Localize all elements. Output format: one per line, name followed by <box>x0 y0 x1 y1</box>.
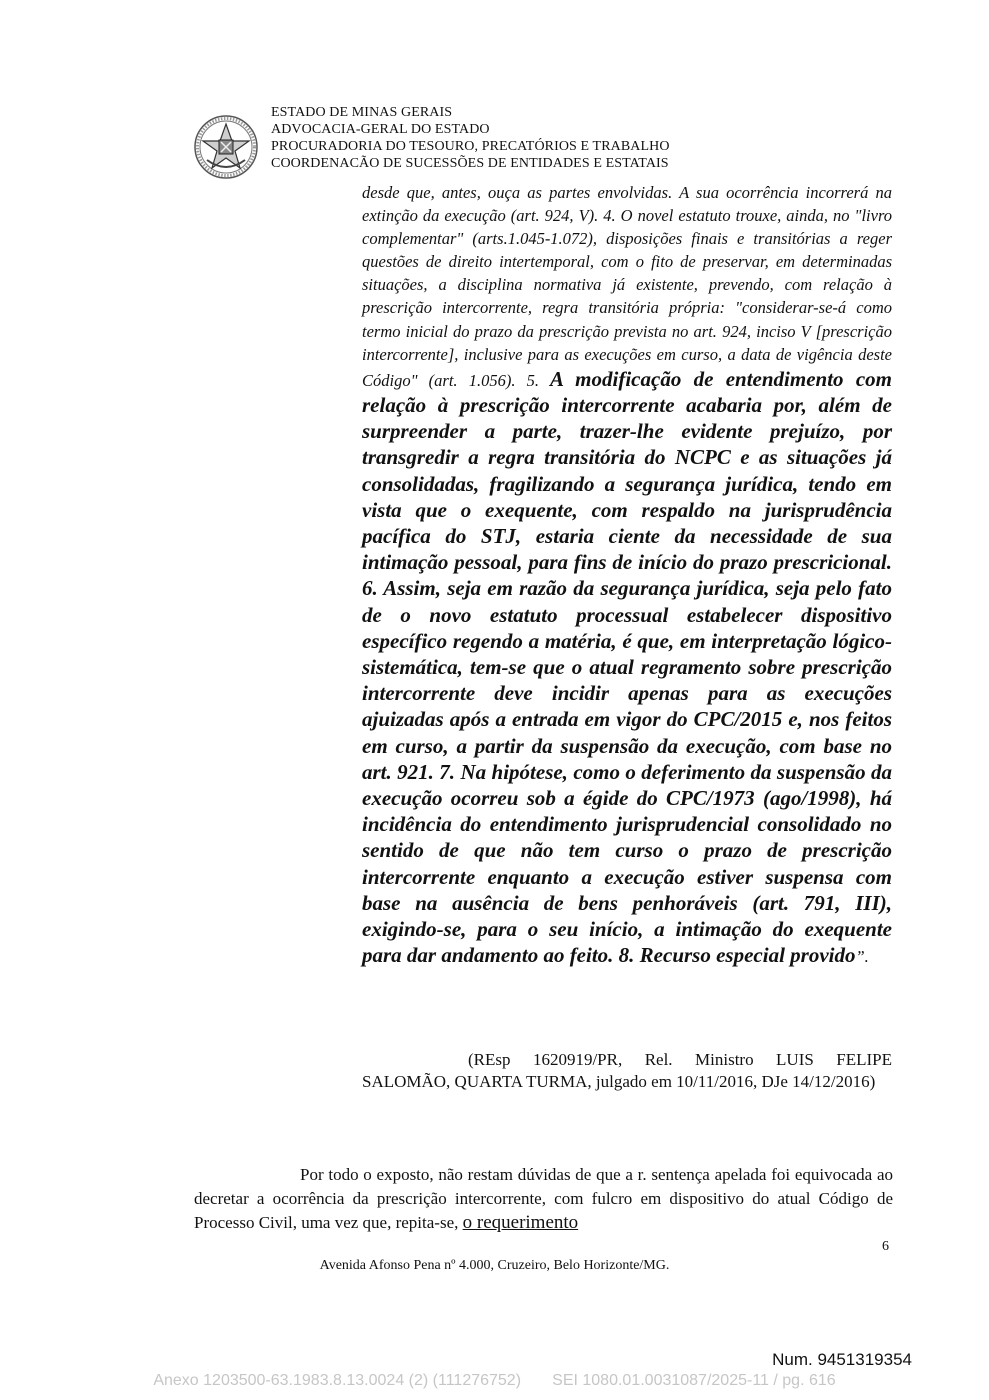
header-department: PROCURADORIA DO TESOURO, PRECATÓRIOS E TRABALHO <box>271 139 670 154</box>
jurisprudence-quote <box>362 181 892 968</box>
quote-end: ”. <box>855 947 869 967</box>
page-number: 6 <box>882 1239 889 1254</box>
paragraph-text: Por todo o exposto, não restam dúvidas de que a r. sentença apelada foi equivocada ao decretar a ocorrência da prescrição intercorrente, com fulcro em dispositivo do atual Código de Processo Civil, uma vez que, repita-se, <box>194 1165 893 1232</box>
document-number: Num. 9451319354 <box>772 1350 912 1369</box>
watermark: Anexo 1203500-63.1983.8.13.0024 (2) (111276752) SEI 1080.01.0031087/2025-11 / pg. 616 <box>153 1372 836 1389</box>
header-coordination: COORDENACÃO DE SUCESSÕES DE ENTIDADES E ESTATAIS <box>271 156 669 171</box>
quote-normal-text: desde que, antes, ouça as partes envolvidas. A sua ocorrência incorrerá na extinção da execução (art. 924, V). 4. O novel estatuto trouxe, ainda, no "livro complementar" (arts.1.045-1.072), disposições finais e transitórias a reger questões de direito intertemporal, com o fito de preservar, em determinadas situações, a disciplina normativa já existente, prevendo, com relação à prescrição intercorrente, regra transitória própria: "considerar-se-á como termo inicial do prazo da prescrição prevista no art. 924, inciso V [prescrição intercorrente], inclusive para as execuções em curso, a data de vigência deste Código" (art. 1.056). 5. <box>362 183 892 390</box>
case-citation: (REsp 1620919/PR, Rel. Ministro LUIS FELIPE SALOMÃO, QUARTA TURMA, julgado em 10/11/2016, DJe 14/12/2016) <box>362 1050 892 1091</box>
document-header <box>271 104 670 172</box>
quote-bold-text: A modificação de entendimento com relação à prescrição intercorrente acabaria por, além de surpreender a parte, trazer-lhe evidente prejuízo, por transgredir a regra transitória do NCPC e as situações já consolidadas, fragilizando a segurança jurídica, tendo em vista que o exequente, com respaldo na jurisprudência pacífica do STJ, estaria ciente da necessidade de sua intimação pessoal, para fins de início do prazo prescricional. 6. Assim, seja em razão da segurança jurídica, seja pelo fato de o novo estatuto processual estabelecer dispositivo específico regendo a matéria, é que, em interpretação lógico-sistemática, tem-se que o atual regramento sobre prescrição intercorrente deve incidir apenas para as execuções ajuizadas após a entrada em vigor do CPC/2015 e, nos feitos em curso, a partir da suspensão da execução, com base no art. 921. 7. Na hipótese, como o deferimento da suspensão da execução ocorreu sob a égide do CPC/1973 (ago/1998), há incidência do entendimento jurisprudencial consolidado no sentido de que não tem curso o prazo de prescrição intercorrente enquanto a execução estiver suspensa com base na ausência de bens penhoráveis (art. 791, III), exigindo-se, para o seu início, a intimação do exequente para dar andamento ao feito. 8. Recurso especial provido <box>362 366 892 968</box>
footer-address: Avenida Afonso Pena nº 4.000, Cruzeiro, Belo Horizonte/MG. <box>319 1258 670 1273</box>
state-seal-icon <box>193 114 259 180</box>
header-agency: ADVOCACIA-GERAL DO ESTADO <box>271 122 490 137</box>
header-state: ESTADO DE MINAS GERAIS <box>271 105 453 120</box>
body-paragraph <box>194 1163 893 1235</box>
underlined-text: o requerimento <box>462 1212 579 1233</box>
